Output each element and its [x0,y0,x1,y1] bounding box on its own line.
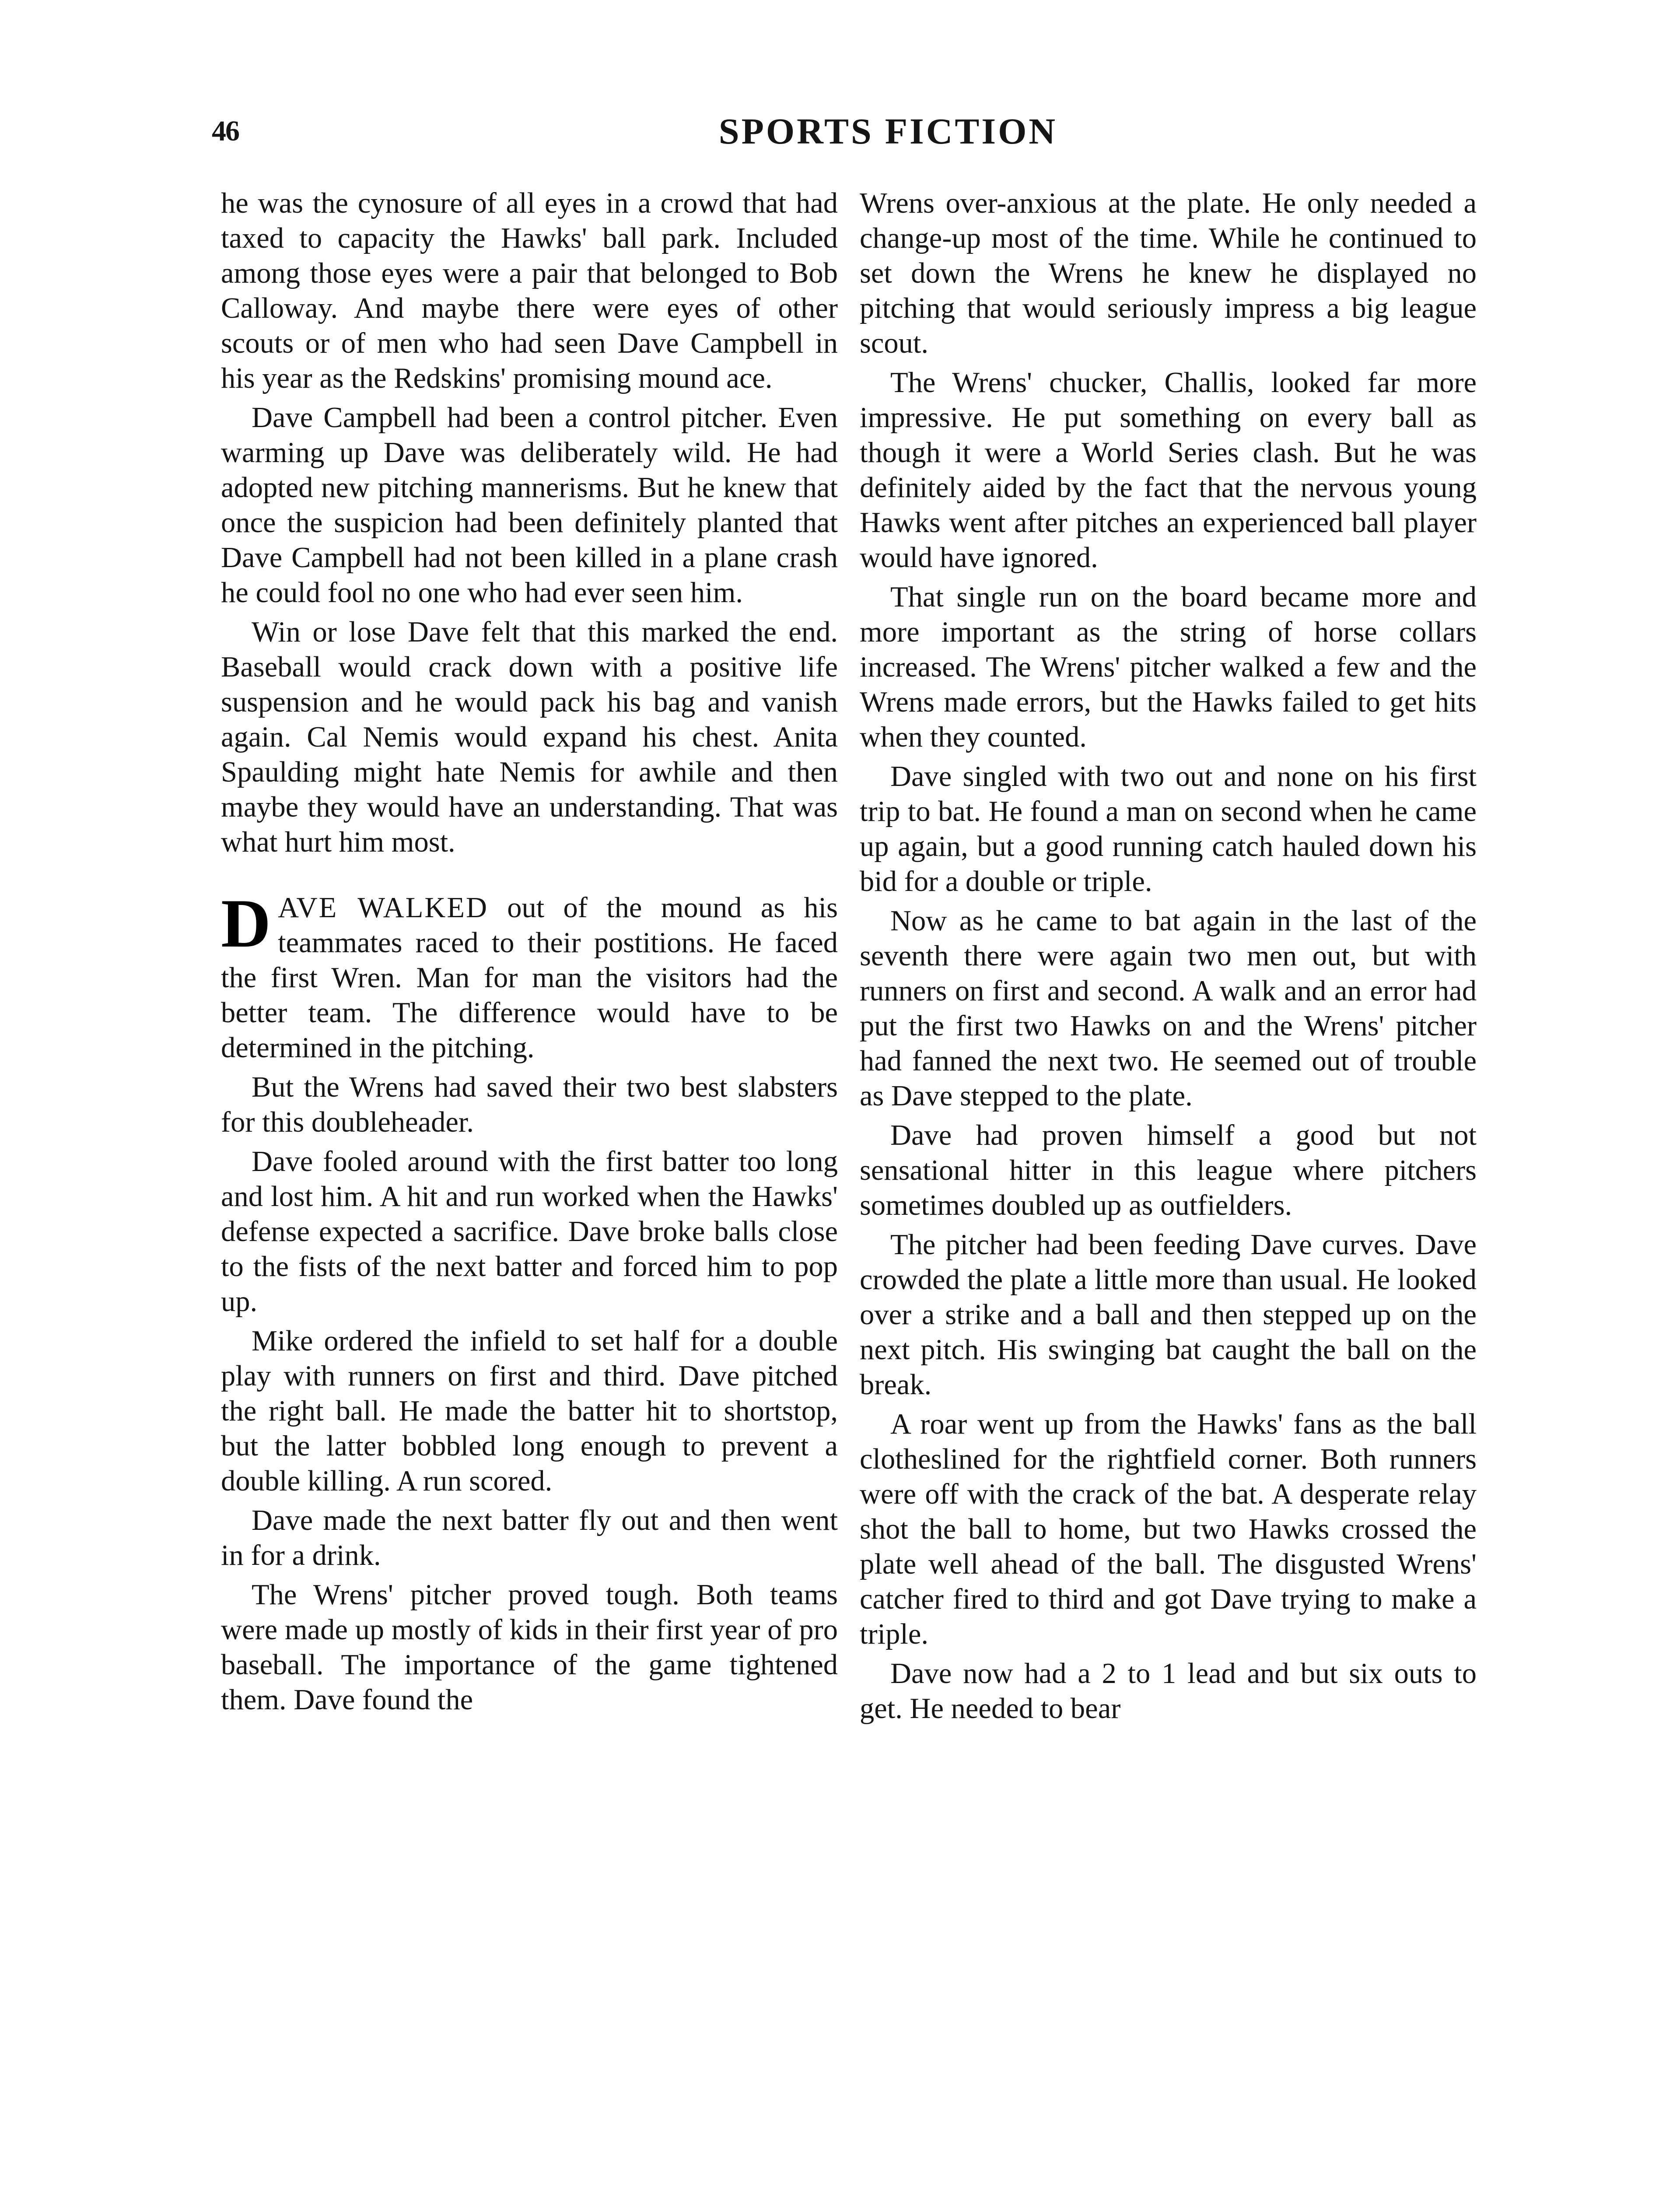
section-opening-paragraph [221,885,838,1066]
paragraph: The Wrens' pitcher proved tough. Both teams were made up mostly of kids in their first year of pro baseball. The importance of the game tightened them. Dave found the [221,1579,838,1716]
paragraph-text: out of the mound as his teammates raced to their postitions. He faced the first Wren. Man for man the visitors had the better team. The difference would have to be determined in the pitching. [221,892,838,1064]
left-column [221,186,838,1722]
paragraph: Wrens over-anxious at the plate. He only needed a change-up most of the time. While he continued to set down the Wrens he knew he displayed no pitching that would seriously impress a big league scout. [860,187,1477,359]
paragraph: he was the cynosure of all eyes in a crowd that had taxed to capacity the Hawks' ball park. Included among those eyes were a pair that belonged to Bob Calloway. And maybe there were eyes of other scouts or of men who had seen Dave Campbell in his year as the Redskins' promising mound ace. [221,187,838,394]
paragraph: Mike ordered the infield to set half for a double play with runners on first and third. Dave pitched the right ball. He made the batter hit to shortstop, but the latter bobbled long enough to prevent a double killing. A run scored. [221,1325,838,1497]
lead-in-caps: AVE WALKED [278,892,488,924]
drop-cap: D [221,885,271,962]
running-title: SPORTS FICTION [718,111,1058,152]
paragraph: Dave now had a 2 to 1 lead and but six outs to get. He needed to bear [860,1658,1477,1725]
paragraph: Win or lose Dave felt that this marked the end. Baseball would crack down with a positive life suspension and he would pack his bag and vanish again. Cal Nemis would expand his chest. Anita Spaulding might hate Nemis for awhile and then maybe they would have an understanding. That was what hurt him most. [221,616,838,858]
paragraph: Dave had proven himself a good but not sensational hitter in this league where pitchers sometimes doubled up as outfielders. [860,1119,1477,1221]
paragraph: That single run on the board became more and more important as the string of horse collars increased. The Wrens' pitcher walked a few and the Wrens made errors, but the Hawks failed to get hits when they counted. [860,581,1477,753]
paragraph: Dave made the next batter fly out and then went in for a drink. [221,1504,838,1571]
paragraph: The pitcher had been feeding Dave curves. Dave crowded the plate a little more than usual. He looked over a strike and a ball and then stepped up on the next pitch. His swinging bat caught the ball on the break. [860,1229,1477,1401]
paragraph: The Wrens' chucker, Challis, looked far more impressive. He put something on every ball as though it were a World Series clash. But he was definitely aided by the fact that the nervous young Hawks went after pitches an experienced ball player would have ignored. [860,367,1477,574]
paragraph: A roar went up from the Hawks' fans as the ball clotheslined for the rightfield corner. Both runners were off with the crack of the bat. A desperate relay shot the ball to home, but two Hawks crossed the plate well ahead of the ball. The disgusted Wrens' catcher fired to third and got Dave trying to make a triple. [860,1408,1477,1650]
paragraph: Dave fooled around with the first batter too long and lost him. A hit and run worked when the Hawks' defense expected a sacrifice. Dave broke balls close to the fists of the next batter and forced him to pop up. [221,1146,838,1318]
paragraph: But the Wrens had saved their two best slabsters for this doubleheader. [221,1071,838,1138]
right-column [860,186,1477,1731]
page-number: 46 [212,115,239,147]
paragraph: Dave singled with two out and none on his first trip to bat. He found a man on second when he came up again, but a good running catch hauled down his bid for a double or triple. [860,761,1477,898]
paragraph: Now as he came to bat again in the last of the seventh there were again two men out, but with runners on first and second. A walk and an error had put the first two Hawks on and the Wrens' pitcher had fanned the next two. He seemed out of trouble as Dave stepped to the plate. [860,905,1477,1112]
paragraph: Dave Campbell had been a control pitcher. Even warming up Dave was deliberately wild. He had adopted new pitching mannerisms. But he knew that once the suspicion had been definitely planted that Dave Campbell had not been killed in a plane crash he could fool no one who had ever seen him. [221,402,838,609]
